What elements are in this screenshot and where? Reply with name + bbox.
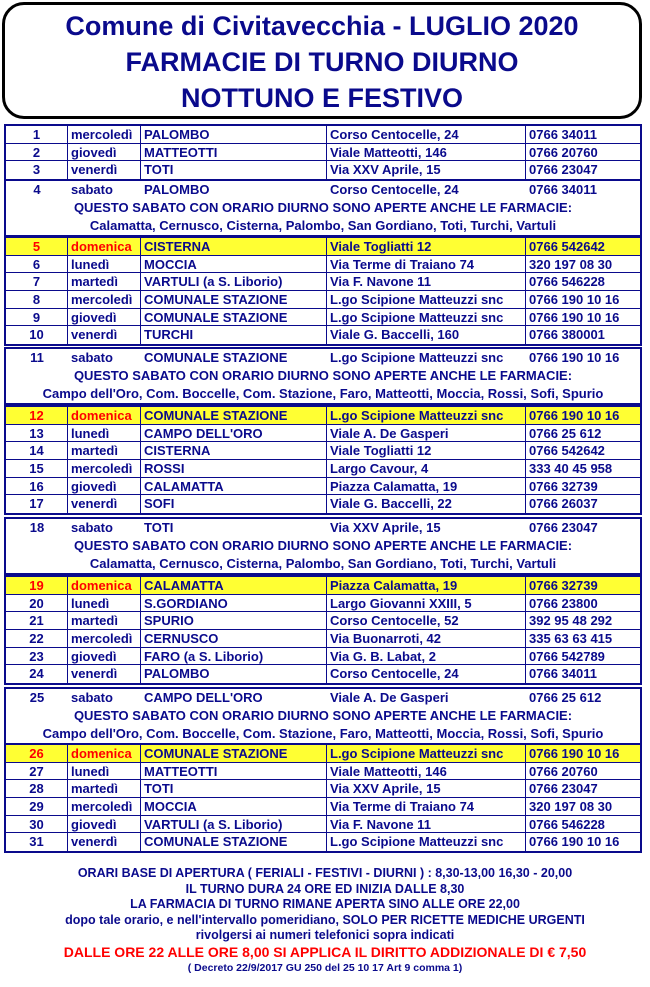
address-cell: Viale A. De Gasperi [330,690,449,705]
table-row [6,425,640,443]
weekday-cell: martedì [68,780,141,798]
weekday-cell: venerdì [68,161,141,179]
pharmacy-cell: SPURIO [141,612,327,630]
address-cell: L.go Scipione Matteuzzi snc [327,407,526,425]
address-cell: Corso Centocelle, 24 [327,665,526,683]
pharmacy-cell: S.GORDIANO [141,595,327,613]
weekday-cell: sabato [71,182,113,197]
title-line-3: NOTTUNO E FESTIVO [180,83,463,113]
address-cell: Via F. Navone 11 [327,816,526,834]
day-cell: 25 [29,690,45,705]
address-cell: Viale Togliatti 12 [327,442,526,460]
address-cell: Piazza Calamatta, 19 [327,478,526,496]
phone-cell: 0766 546228 [526,816,640,834]
phone-cell: 0766 32739 [526,577,640,595]
pharmacy-cell: ROSSI [141,460,327,478]
address-cell: Corso Centocelle, 24 [330,182,459,197]
pharmacy-cell: COMUNALE STAZIONE [141,407,327,425]
weekday-cell: giovedì [68,478,141,496]
pharmacy-cell: COMUNALE STAZIONE [141,745,327,763]
address-cell: Corso Centocelle, 52 [327,612,526,630]
phone-cell: 0766 546228 [526,273,640,291]
weekday-cell: venerdì [68,833,141,851]
address-cell: L.go Scipione Matteuzzi snc [327,833,526,851]
day-cell: 26 [6,745,68,763]
pharmacy-cell: CISTERNA [141,442,327,460]
table-row [6,798,640,816]
phone-cell: 0766 34011 [529,182,597,197]
saturday-pharmacy-list: Calamatta, Cernusco, Cisterna, Palombo, San Gordiano, Toti, Turchi, Vartuli [89,555,557,571]
footer-notes [0,866,650,976]
pharmacy-cell: MATTEOTTI [141,763,327,781]
weekday-cell: martedì [68,612,141,630]
table-row [6,291,640,309]
pharmacy-cell: PALOMBO [144,182,210,197]
table-row [6,126,640,144]
footer-decree: ( Decreto 22/9/2017 GU 250 del 25 10 17 Art 9 comma 1) [187,961,463,974]
saturday-pharmacy-list: Campo dell'Oro, Com. Boccelle, Com. Stazione, Faro, Matteotti, Moccia, Rossi, Sofi, Spurio [42,725,604,741]
day-cell: 15 [6,460,68,478]
phone-cell: 0766 23047 [529,520,598,535]
address-cell: Viale Matteotti, 146 [327,763,526,781]
pharmacy-cell: COMUNALE STAZIONE [141,833,327,851]
pharmacy-cell: TOTI [144,520,174,535]
address-cell: Largo Cavour, 4 [327,460,526,478]
day-cell: 11 [30,350,44,365]
phone-cell: 0766 190 10 16 [529,350,620,365]
table-row [6,349,640,367]
phone-cell: 0766 34011 [529,666,597,682]
weekday-cell: lunedì [68,425,141,443]
weekday-cell: lunedì [68,595,141,613]
table-row [6,460,640,478]
day-cell: 4 [33,182,41,197]
phone-cell: 0766 23800 [526,595,640,613]
saturday-pharmacy-list: Campo dell'Oro, Com. Boccelle, Com. Stazione, Faro, Matteotti, Moccia, Rossi, Sofi, Spurio [42,385,604,401]
weekday-cell: lunedì [68,763,141,781]
weekday-cell: mercoledì [68,798,141,816]
footer-urgent-note: dopo tale orario, e nell'intervallo pomeridiano, SOLO PER RICETTE MEDICHE URGENTI [65,912,585,927]
address-cell: Viale A. De Gasperi [327,425,526,443]
table-row [6,630,640,648]
weekday-cell: domenica [68,407,141,425]
table-row [6,833,640,851]
day-cell: 3 [6,161,68,179]
day-cell: 16 [6,478,68,496]
footer-turn-duration: IL TURNO DURA 24 ORE ED INIZIA DALLE 8,30 [185,881,465,896]
pharmacy-cell: CAMPO DELL'ORO [144,690,263,705]
pharmacy-cell: COMUNALE STAZIONE [141,291,327,309]
phone-cell: 0766 23047 [529,162,598,178]
address-cell: L.go Scipione Matteuzzi snc [327,309,526,327]
address-cell: Via XXV Aprile, 15 [327,780,526,798]
phone-cell: 0766 542642 [526,238,640,256]
day-cell: 10 [6,326,68,344]
phone-cell: 0766 25 612 [529,690,602,705]
day-cell: 12 [6,407,68,425]
address-cell: Viale Togliatti 12 [327,238,526,256]
weekday-cell: giovedì [68,309,141,327]
address-cell: Viale Matteotti, 146 [327,144,526,162]
saturday-note: QUESTO SABATO CON ORARIO DIURNO SONO APERTE ANCHE LE FARMACIE: [73,199,573,215]
week-block [4,743,642,853]
day-cell: 8 [6,291,68,309]
address-cell: Via Terme di Traiano 74 [327,798,526,816]
pharmacy-cell: VARTULI (a S. Liborio) [141,273,327,291]
day-cell: 30 [6,816,68,834]
table-row [6,309,640,327]
weekday-cell: giovedì [68,648,141,666]
table-row [6,577,640,595]
phone-cell: 0766 25 612 [526,425,640,443]
saturday-block [4,687,642,745]
table-row [6,442,640,460]
weekday-cell: martedì [68,442,141,460]
day-cell: 2 [6,144,68,162]
pharmacy-cell: VARTULI (a S. Liborio) [141,816,327,834]
phone-cell: 333 40 45 958 [526,460,640,478]
phone-cell: 392 95 48 292 [526,612,640,630]
phone-cell: 0766 380001 [529,327,605,343]
weekday-cell: giovedì [68,144,141,162]
pharmacy-cell: TURCHI [141,326,327,344]
weekday-cell: martedì [68,273,141,291]
day-cell: 5 [6,238,68,256]
weekday-cell: sabato [71,520,113,535]
table-row [6,256,640,274]
pharmacy-cell: TOTI [141,780,327,798]
pharmacy-cell: MOCCIA [141,798,327,816]
pharmacy-cell: CAMPO DELL'ORO [141,425,327,443]
phone-cell: 320 197 08 30 [526,798,640,816]
address-cell: Corso Centocelle, 24 [327,126,526,144]
saturday-block [4,517,642,575]
table-row [6,407,640,425]
day-cell: 17 [6,495,68,513]
pharmacy-cell: PALOMBO [141,126,327,144]
weekday-cell: domenica [68,238,141,256]
phone-cell: 0766 190 10 16 [526,291,640,309]
pharmacy-cell: CISTERNA [141,238,327,256]
phone-cell: 0766 542789 [526,648,640,666]
saturday-block [4,179,642,237]
weekday-cell: domenica [68,745,141,763]
weekday-cell: lunedì [68,256,141,274]
table-row [6,161,640,179]
table-row [6,238,640,256]
address-cell: L.go Scipione Matteuzzi snc [330,350,504,365]
phone-cell: 335 63 63 415 [526,630,640,648]
table-row [6,612,640,630]
table-row [6,665,640,683]
address-cell: Viale G. Baccelli, 160 [327,326,526,344]
week-block [4,124,642,181]
phone-cell: 0766 190 10 16 [526,309,640,327]
table-row [6,763,640,781]
address-cell: Piazza Calamatta, 19 [327,577,526,595]
phone-cell: 0766 190 10 16 [526,745,640,763]
footer-phone-note: rivolgersi ai numeri telefonici sopra indicati [195,928,455,942]
weekday-cell: venerdì [68,495,141,513]
saturday-note: QUESTO SABATO CON ORARIO DIURNO SONO APERTE ANCHE LE FARMACIE: [73,707,573,723]
table-row [6,326,640,344]
pharmacy-cell: CALAMATTA [141,577,327,595]
day-cell: 23 [6,648,68,666]
phone-cell: 0766 190 10 16 [529,834,620,850]
address-cell: L.go Scipione Matteuzzi snc [327,745,526,763]
weekday-cell: sabato [71,350,113,365]
address-cell: Via Buonarroti, 42 [327,630,526,648]
address-cell: Largo Giovanni XXIII, 5 [327,595,526,613]
footer-closing-time: LA FARMACIA DI TURNO RIMANE APERTA SINO ALLE ORE 22,00 [130,897,520,911]
address-cell: Via Terme di Traiano 74 [327,256,526,274]
week-block [4,575,642,685]
weekday-cell: mercoledì [68,630,141,648]
address-cell: Via XXV Aprile, 15 [330,520,441,535]
day-cell: 1 [6,126,68,144]
weekday-cell: giovedì [68,816,141,834]
pharmacy-cell: SOFI [141,495,327,513]
phone-cell: 0766 23047 [526,780,640,798]
table-row [6,144,640,162]
pharmacy-cell: PALOMBO [141,665,327,683]
title-line-2: FARMACIE DI TURNO DIURNO [125,47,519,77]
title-line-1: Comune di Civitavecchia - LUGLIO 2020 [65,11,579,41]
phone-cell: 0766 20760 [526,763,640,781]
day-cell: 20 [6,595,68,613]
day-cell: 19 [6,577,68,595]
saturday-note: QUESTO SABATO CON ORARIO DIURNO SONO APERTE ANCHE LE FARMACIE: [73,537,573,553]
table-row [6,648,640,666]
day-cell: 24 [6,665,68,683]
saturday-note: QUESTO SABATO CON ORARIO DIURNO SONO APERTE ANCHE LE FARMACIE: [73,367,573,383]
address-cell: Via G. B. Labat, 2 [327,648,526,666]
table-row [6,181,640,199]
weekday-cell: venerdì [68,326,141,344]
footer-surcharge: DALLE ORE 22 ALLE ORE 8,00 SI APPLICA IL DIRITTO ADDIZIONALE DI € 7,50 [63,943,587,960]
address-cell: L.go Scipione Matteuzzi snc [327,291,526,309]
table-row [6,273,640,291]
day-cell: 21 [6,612,68,630]
day-cell: 6 [6,256,68,274]
phone-cell: 0766 34011 [526,126,640,144]
phone-cell: 0766 20760 [526,144,640,162]
pharmacy-cell: MOCCIA [141,256,327,274]
day-cell: 14 [6,442,68,460]
weekday-cell: mercoledì [68,291,141,309]
pharmacy-cell: MATTEOTTI [141,144,327,162]
day-cell: 13 [6,425,68,443]
day-cell: 31 [6,833,68,851]
day-cell: 22 [6,630,68,648]
table-row [6,780,640,798]
table-row [6,745,640,763]
pharmacy-cell: COMUNALE STAZIONE [141,309,327,327]
weekday-cell: mercoledì [68,460,141,478]
weekday-cell: domenica [68,577,141,595]
weekday-cell: mercoledì [68,126,141,144]
phone-cell: 320 197 08 30 [526,256,640,274]
phone-cell: 0766 190 10 16 [526,407,640,425]
address-cell: Via XXV Aprile, 15 [327,161,526,179]
pharmacy-cell: COMUNALE STAZIONE [144,350,288,365]
title-box [2,2,642,119]
footer-hours: ORARI BASE DI APERTURA ( FERIALI - FESTIVI - DIURNI ) : 8,30-13,00 16,30 - 20,00 [77,866,573,880]
pharmacy-cell: FARO (a S. Liborio) [141,648,327,666]
pharmacy-cell: CALAMATTA [141,478,327,496]
week-block [4,236,642,346]
day-cell: 18 [29,520,45,535]
table-row [6,595,640,613]
phone-cell: 0766 542642 [526,442,640,460]
table-row [6,495,640,513]
saturday-block [4,347,642,405]
table-row [6,689,640,707]
week-block [4,405,642,515]
table-row [6,519,640,537]
day-cell: 7 [6,273,68,291]
phone-cell: 0766 26037 [529,496,598,512]
table-row [6,816,640,834]
day-cell: 28 [6,780,68,798]
day-cell: 9 [6,309,68,327]
weekday-cell: venerdì [68,665,141,683]
table-row [6,478,640,496]
weekday-cell: sabato [71,690,113,705]
phone-cell: 0766 32739 [526,478,640,496]
saturday-pharmacy-list: Calamatta, Cernusco, Cisterna, Palombo, San Gordiano, Toti, Turchi, Vartuli [89,217,557,233]
pharmacy-cell: CERNUSCO [141,630,327,648]
address-cell: Viale G. Baccelli, 22 [327,495,526,513]
day-cell: 27 [6,763,68,781]
address-cell: Via F. Navone 11 [327,273,526,291]
pharmacy-cell: TOTI [141,161,327,179]
day-cell: 29 [6,798,68,816]
